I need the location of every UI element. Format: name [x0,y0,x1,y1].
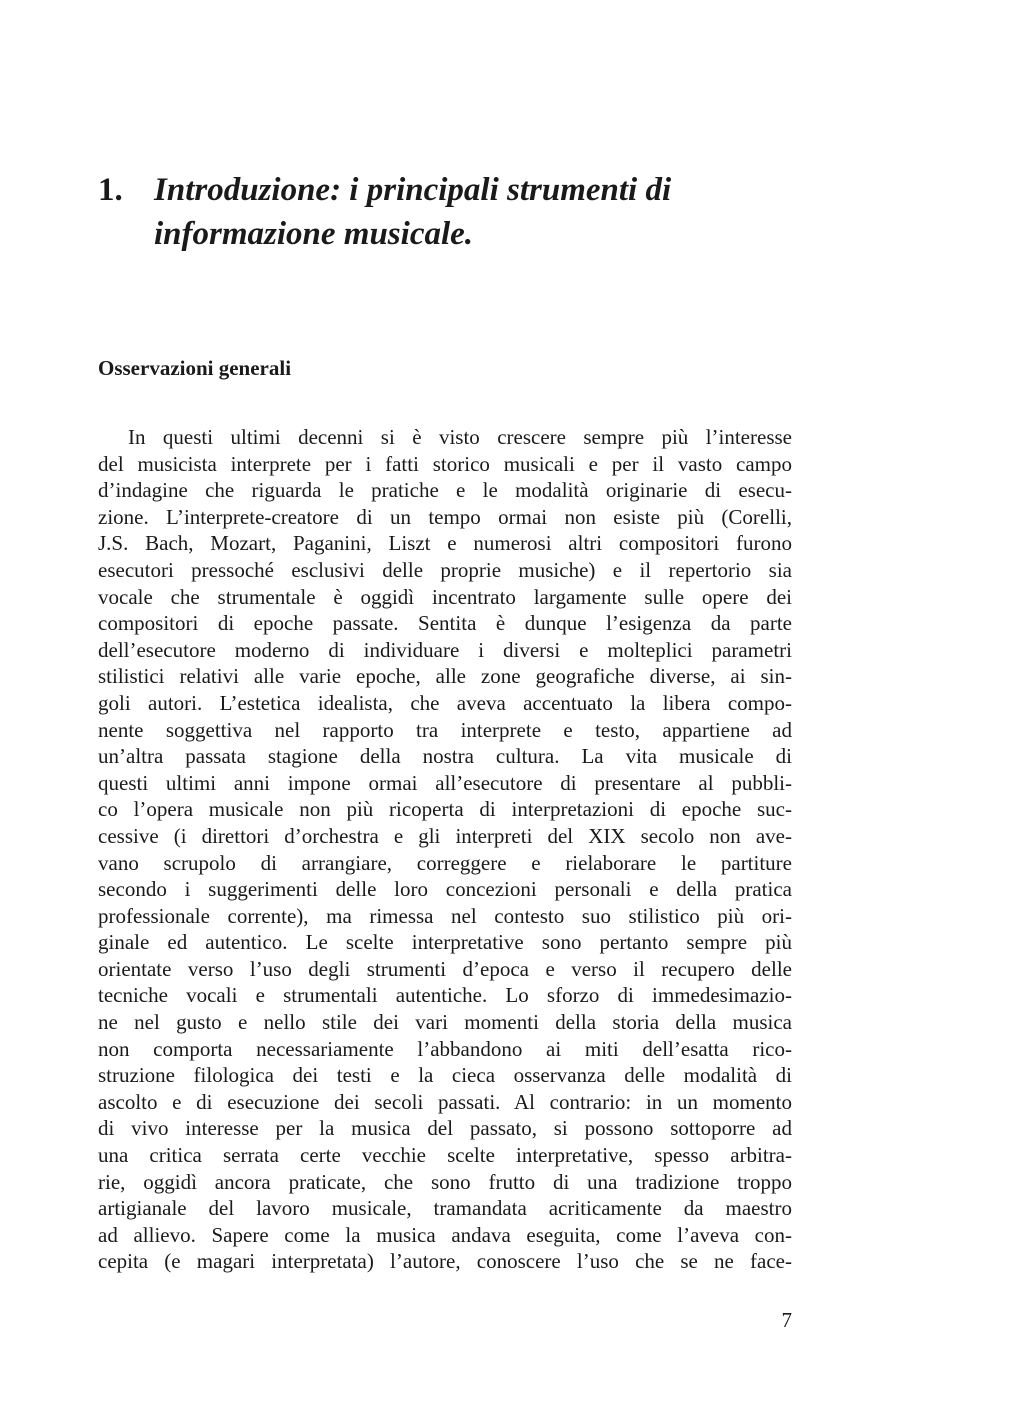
paragraph-line: rie, oggidì ancora praticate, che sono frutto di una tradizione troppo [98,1169,792,1194]
paragraph-line: tecniche vocali e strumentali autentiche. Lo sforzo di immedesimazio- [98,983,792,1008]
paragraph-line: cepita (e magari interpretata) l’autore, conoscere l’uso che se ne face- [98,1249,792,1274]
chapter-title-line: Introduzione: i principali strumenti di [154,172,672,208]
paragraph-line: dell’esecutore moderno di individuare i diversi e molteplici parametri [98,637,792,662]
paragraph-line: artigianale del lavoro musicale, tramandata acriticamente da maestro [98,1196,792,1221]
chapter-number: 1. [98,172,123,208]
paragraph-line: vocale che strumentale è oggidì incentrato largamente sulle opere dei [98,584,792,609]
paragraph-line: struzione filologica dei testi e la cieca osservanza delle modalità di [98,1063,792,1088]
paragraph-line: orientate verso l’uso degli strumenti d’epoca e verso il recupero delle [98,956,792,981]
paragraph-line: professionale corrente), ma rimessa nel contesto suo stilistico più ori- [98,903,792,928]
paragraph-line: di vivo interesse per la musica del passato, si possono sottoporre ad [98,1116,792,1141]
paragraph-line: ad allievo. Sapere come la musica andava eseguita, come l’aveva con- [98,1222,792,1247]
chapter-title [154,168,671,256]
paragraph-line: ne nel gusto e nello stile dei vari momenti della storia della musica [98,1010,792,1035]
paragraph-line: stilistici relativi alle varie epoche, alle zone geografiche diverse, ai sin- [98,664,792,689]
paragraph-line: nente soggettiva nel rapporto tra interprete e testo, appartiene ad [98,717,792,742]
paragraph-line: un’altra passata stagione della nostra cultura. La vita musicale di [98,744,792,769]
page-number: 7 [781,1308,792,1332]
chapter-heading [98,168,858,256]
paragraph-line: cessive (i direttori d’orchestra e gli interpreti del XIX secolo non ave- [98,823,792,848]
paragraph-line: d’indagine che riguarda le pratiche e le modalità originarie di esecu- [98,478,792,503]
paragraph-line: secondo i suggerimenti delle loro concezioni personali e della pratica [98,877,792,902]
paragraph-line: compositori di epoche passate. Sentita è dunque l’esigenza da parte [98,611,792,636]
paragraph-line: vano scrupolo di arrangiare, correggere e rielaborare le partiture [98,850,792,875]
paragraph-line: zione. L’interprete-creatore di un tempo ormai non esiste più (Corelli, [98,504,792,529]
paragraph-line: una critica serrata certe vecchie scelte interpretative, spesso arbitra- [98,1143,792,1168]
chapter-title-line: informazione musicale. [154,216,474,252]
paragraph-line: esecutori pressoché esclusivi delle proprie musiche) e il repertorio sia [98,557,792,582]
section-heading: Osservazioni generali [98,356,292,380]
paragraph-line: questi ultimi anni impone ormai all’esecutore di presentare al pubbli- [98,770,792,795]
paragraph-line: del musicista interprete per i fatti storico musicali e per il vasto campo [98,451,792,476]
paragraph-line: In questi ultimi decenni si è visto crescere sempre più l’interesse [128,425,792,449]
body-paragraph [98,424,792,1275]
paragraph-line: J.S. Bach, Mozart, Paganini, Liszt e numerosi altri compositori furono [98,531,792,556]
paragraph-line: non comporta necessariamente l’abbandono ai miti dell’esatta rico- [98,1036,792,1061]
paragraph-line: co l’opera musicale non più ricoperta di interpretazioni di epoche suc- [98,797,792,822]
paragraph-line: goli autori. L’estetica idealista, che aveva accentuato la libera compo- [98,690,792,715]
paragraph-line: ascolto e di esecuzione dei secoli passati. Al contrario: in un momento [98,1089,792,1114]
paragraph-line: ginale ed autentico. Le scelte interpretative sono pertanto sempre più [98,930,792,955]
